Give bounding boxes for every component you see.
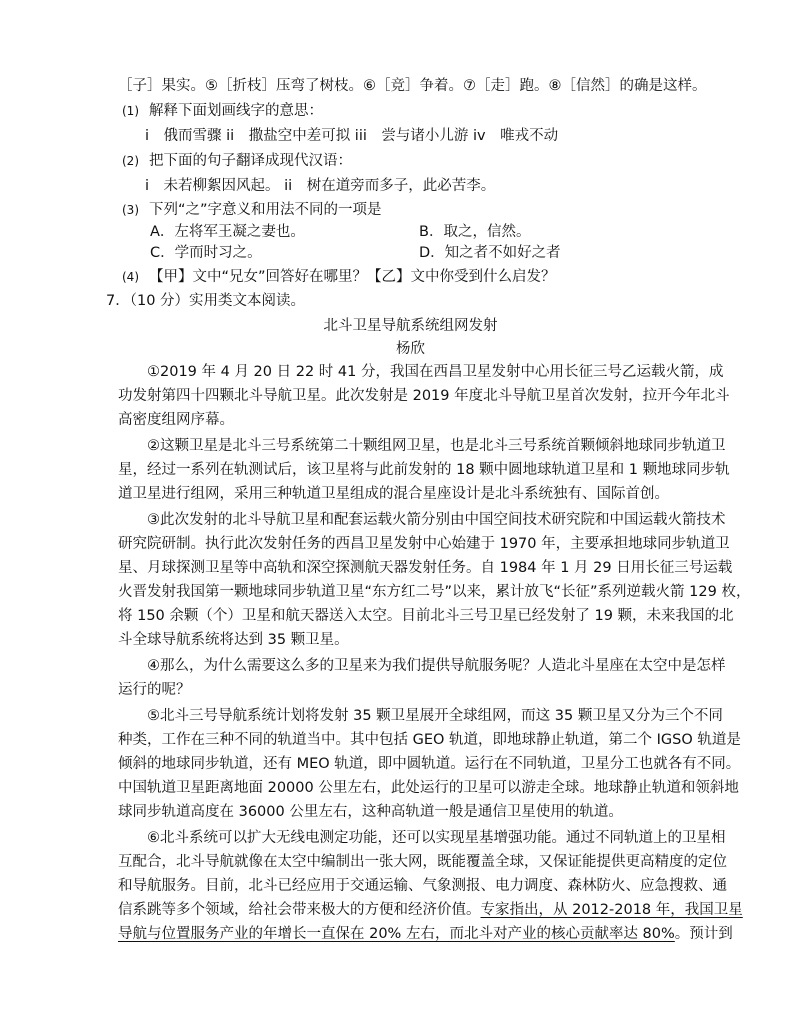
q2-number: (2) (122, 154, 139, 168)
article-line-text: 信系跳等多个领域，给社会带来极大的方便和经济价值。 (118, 902, 481, 918)
q2-items: i 未若柳絮因风起。 ii 树在道旁而多子，此必苦李。 (145, 178, 496, 194)
q3-option-a: A．左将军王凝之妻也。 (150, 224, 305, 240)
article-title: 北斗卫星导航系统组网发射 (323, 318, 498, 334)
q3-number: (3) (122, 203, 139, 217)
article-line: 高密度组网序幕。 (118, 412, 234, 428)
article-line-mixed (118, 900, 743, 920)
article-line: 互配合，北斗导航就像在太空中编制出一张大网，既能覆盖全球，又保证能提供更高精度的定位 (118, 854, 727, 870)
article-line: ④那么，为什么需要这么多的卫星来为我们提供导航服务呢？人造北斗星座在太空中是怎样 (147, 658, 726, 674)
article-line: ⑤北斗三号导航系统计划将发射 35 颗卫星展开全球组网，而这 35 颗卫星又分为三个不同 (147, 708, 723, 724)
article-line: 道卫星进行组网，采用三种轨道卫星组成的混合星座设计是北斗系统独有、国际首创。 (118, 486, 669, 502)
q3-option-d: D．知之者不如好之者 (419, 245, 561, 261)
article-line: ⑥北斗系统可以扩大无线电测定功能，还可以实现星基增强功能。通过不同轨道上的卫星相 (147, 830, 726, 846)
article-line: 研究院研制。执行此次发射任务的西昌卫星发射中心始建于 1970 年，主要承担地球同步轨道卫 (118, 536, 730, 552)
article-line: 和导航服务。目前，北斗已经应用于交通运输、气象测报、电力调度、森林防火、应急搜救、通 (118, 878, 727, 894)
article-line: 种类，工作在三种不同的轨道当中。其中包括 GEO 轨道，即地球静止轨道，第二个 IGSO 轨道是 (118, 732, 741, 748)
article-line: 星、月球探测卫星等中高轨和深空探测航天器发射任务。自 1984 年 1 月 29 日用长征三号运载 (118, 560, 733, 576)
q1-number: (1) (122, 104, 139, 118)
article-line: ①2019 年 4 月 20 日 22 时 41 分，我国在西昌卫星发射中心用长征三号乙运载火箭，成 (147, 364, 724, 380)
article-line: 倾斜的地球同步轨道，还有 MEO 轨道，即中圆轨道。运行在不同轨道，卫星分工也就各有不同。 (118, 756, 741, 772)
section-7-heading: 7．（10 分）实用类文本阅读。 (106, 293, 306, 309)
article-line: 斗全球导航系统将达到 35 颗卫星。 (118, 632, 349, 648)
article-line: 功发射第四十四颗北斗导航卫星。此次发射是 2019 年度北斗导航卫星首次发射，拉开今年北斗 (118, 388, 730, 404)
q1-text: 解释下面划画线字的意思： (149, 103, 323, 119)
article-line: 球同步轨道高度在 36000 公里左右，这种高轨道一般是通信卫星使用的轨道。 (118, 804, 623, 820)
article-line: 将 150 余颗（个）卫星和航天器送入太空。目前北斗三号卫星已经发射了 19 颗，未来我国的北 (118, 608, 734, 624)
article-line: 运行的呢？ (118, 682, 191, 698)
article-line: 中国轨道卫星距离地面 20000 公里左右，此处运行的卫星可以游走全球。地球静止轨道和领斜地 (118, 780, 739, 796)
underlined-text: 导航与位置服务产业的年增长一直保在 20% 左右，而北斗对产业的核心贡献率达 80% (118, 926, 675, 942)
top-line: ［子］果实。⑤［折枝］压弯了树枝。⑥［竞］争着。⑦［走］跑。⑧［信然］的确是这样。 (118, 78, 707, 94)
article-author: 杨欣 (396, 341, 425, 357)
q1-items: i 俄而雪骤 ii 撒盐空中差可拟 iii 尝与诸小儿游 iv 唯戎不动 (145, 128, 559, 144)
q4-number: (4) (122, 270, 139, 284)
article-line-mixed (118, 924, 733, 944)
article-line-text: 。预计到 (674, 926, 733, 942)
article-line: ③此次发射的北斗导航卫星和配套运载火箭分别由中国空间技术研究院和中国运载火箭技术 (147, 512, 726, 528)
underlined-text: 专家指出，从 2012-2018 年，我国卫星 (480, 902, 743, 918)
q3-option-c: C．学而时习之。 (150, 245, 262, 261)
article-line: 星，经过一系列在轨测试后，该卫星将与此前发射的 18 颗中圆地球轨道卫星和 1 颗地球同步轨 (118, 462, 730, 478)
q3-text: 下列“之”字意义和用法不同的一项是 (149, 202, 382, 218)
q4-text: 【甲】文中“兄女”回答好在哪里？【乙】文中你受到什么启发？ (149, 269, 556, 285)
q3-option-b: B．取之，信然。 (419, 224, 531, 240)
article-line: 火晋发射我国第一颗地球同步轨道卫星“东方红二号”以来，累计放飞“长征”系列逆载火箭 129 枚， (118, 584, 751, 600)
q2-text: 把下面的句子翻译成现代汉语： (149, 153, 352, 169)
article-line: ②这颗卫星是北斗三号系统第二十颗组网卫星，也是北斗三号系统首颗倾斜地球同步轨道卫 (147, 438, 726, 454)
